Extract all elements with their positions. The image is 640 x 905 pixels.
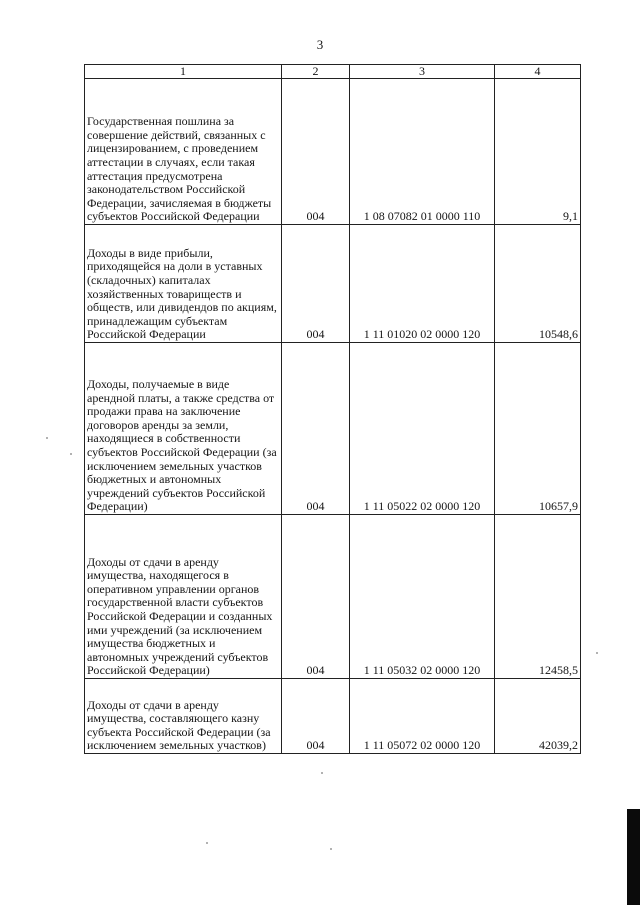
table-row — [85, 225, 581, 343]
row-amount: 9,1 — [495, 79, 581, 225]
row-admin-code: 004 — [282, 225, 350, 343]
table-row — [85, 515, 581, 679]
page-number: 3 — [316, 37, 324, 52]
row-amount: 12458,5 — [495, 515, 581, 679]
row-amount: 10657,9 — [495, 343, 581, 515]
scan-speck — [321, 772, 323, 774]
table-header-row — [85, 65, 581, 79]
row-description: Доходы от сдачи в аренду имущества, составляющего казну субъекта Российской Федерации (за исключением земельных участков) — [85, 679, 282, 754]
row-description: Государственная пошлина за совершение действий, связанных с лицензированием, с проведением аттестации в случаях, если такая аттестация предусмотрена законодательством Российской Федерации, зачисляемая в бюджеты субъектов Российской Федерации — [85, 79, 282, 225]
scanner-edge-shadow — [627, 809, 640, 905]
scan-speck — [596, 652, 598, 654]
row-admin-code: 004 — [282, 679, 350, 754]
column-header-4: 4 — [495, 65, 581, 79]
column-header-3: 3 — [350, 65, 495, 79]
scan-speck — [330, 848, 332, 850]
row-description: Доходы в виде прибыли, приходящейся на доли в уставных (складочных) капиталах хозяйственных товариществ и обществ, или дивидендов по акциям, принадлежащим субъектам Российской Федерации — [85, 225, 282, 343]
row-admin-code: 004 — [282, 343, 350, 515]
table-row — [85, 343, 581, 515]
revenue-table — [84, 64, 581, 754]
row-amount: 10548,6 — [495, 225, 581, 343]
row-admin-code: 004 — [282, 515, 350, 679]
row-admin-code: 004 — [282, 79, 350, 225]
scan-speck — [70, 453, 72, 455]
row-description: Доходы от сдачи в аренду имущества, находящегося в оперативном управлении органов государственной власти субъектов Российской Федерации и созданных ими учреждений (за исключением имущества бюджетных и автономных учреждений субъектов Российской Федерации) — [85, 515, 282, 679]
scan-speck — [206, 842, 208, 844]
row-budget-code: 1 11 05072 02 0000 120 — [350, 679, 495, 754]
table-row — [85, 79, 581, 225]
row-budget-code: 1 11 01020 02 0000 120 — [350, 225, 495, 343]
row-amount: 42039,2 — [495, 679, 581, 754]
table-row — [85, 679, 581, 754]
row-budget-code: 1 11 05032 02 0000 120 — [350, 515, 495, 679]
row-description: Доходы, получаемые в виде арендной платы, а также средства от продажи права на заключение договоров аренды за земли, находящиеся в собственности субъектов Российской Федерации (за исключением земельных участков бюджетных и автономных учреждений субъектов Российской Федерации) — [85, 343, 282, 515]
scan-speck — [46, 437, 48, 439]
row-budget-code: 1 08 07082 01 0000 110 — [350, 79, 495, 225]
row-budget-code: 1 11 05022 02 0000 120 — [350, 343, 495, 515]
column-header-2: 2 — [282, 65, 350, 79]
column-header-1: 1 — [85, 65, 282, 79]
